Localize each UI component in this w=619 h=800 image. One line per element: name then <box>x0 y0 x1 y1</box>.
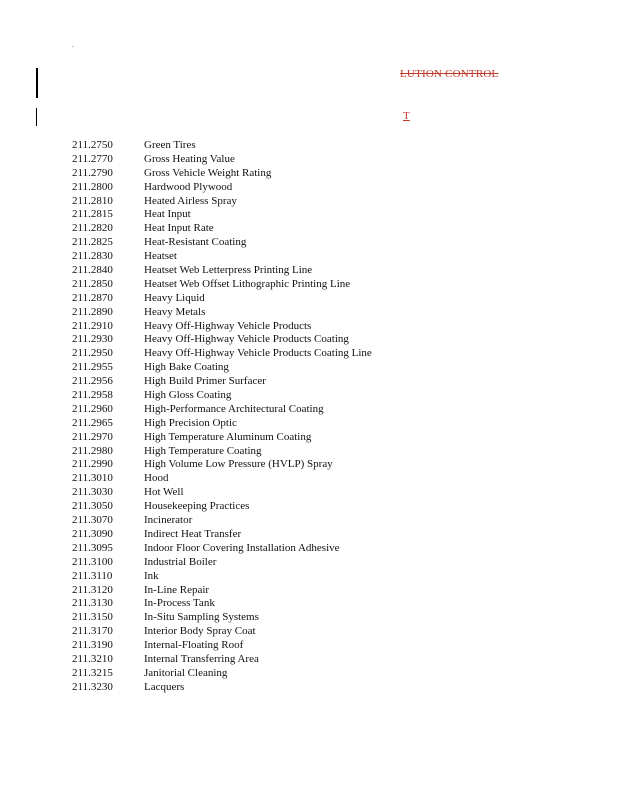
section-number: 211.2790 <box>72 166 113 179</box>
defined-term: Heavy Metals <box>144 305 206 318</box>
defined-term: Internal-Floating Roof <box>144 639 244 652</box>
defined-term: Ink <box>144 569 159 582</box>
list-item <box>72 556 372 570</box>
section-number: 211.2956 <box>72 375 113 388</box>
list-item <box>72 625 372 639</box>
list-item <box>72 181 372 195</box>
defined-term: Indoor Floor Covering Installation Adhesive <box>144 541 340 554</box>
defined-term: Gross Vehicle Weight Rating <box>144 166 272 179</box>
section-number: 211.2750 <box>72 139 113 151</box>
section-number: 211.2825 <box>72 236 113 249</box>
list-item <box>72 653 372 667</box>
list-item <box>72 389 372 403</box>
defined-term: High Build Primer Surfacer <box>144 375 266 388</box>
defined-term: Incinerator <box>144 514 193 527</box>
section-number: 211.2770 <box>72 152 113 165</box>
section-number: 211.3130 <box>72 597 113 610</box>
defined-term: Heat Input Rate <box>144 222 214 235</box>
list-item <box>72 445 372 459</box>
list-item <box>72 611 372 625</box>
section-number: 211.2850 <box>72 277 113 290</box>
list-item <box>72 667 372 681</box>
section-number: 211.3010 <box>72 472 113 485</box>
list-item <box>72 222 372 236</box>
section-number: 211.2910 <box>72 319 113 332</box>
defined-term: High Volume Low Pressure (HVLP) Spray <box>144 458 333 471</box>
defined-term: Gross Heating Value <box>144 152 235 165</box>
defined-term: Janitorial Cleaning <box>144 666 228 679</box>
list-item <box>72 153 372 167</box>
section-number: 211.2830 <box>72 250 113 263</box>
section-number: 211.3090 <box>72 527 113 540</box>
section-number: 211.2958 <box>72 389 113 402</box>
defined-term: Industrial Boiler <box>144 555 217 568</box>
list-item <box>72 431 372 445</box>
defined-term: In-Process Tank <box>144 597 215 610</box>
section-number: 211.3100 <box>72 555 113 568</box>
section-number: 211.3095 <box>72 541 113 554</box>
header-inserted-text: T <box>403 110 410 122</box>
section-number: 211.3110 <box>72 569 113 582</box>
section-number: 211.2815 <box>72 208 113 221</box>
definitions-list <box>72 139 372 695</box>
defined-term: Heavy Off-Highway Vehicle Products Coating <box>144 333 349 346</box>
list-item <box>72 597 372 611</box>
defined-term: Heavy Off-Highway Vehicle Products Coating Line <box>144 347 372 360</box>
section-number: 211.3230 <box>72 680 113 693</box>
section-number: 211.2800 <box>72 180 113 193</box>
list-item <box>72 584 372 598</box>
list-item <box>72 528 372 542</box>
defined-term: High Bake Coating <box>144 361 229 374</box>
defined-term: Heatset Web Offset Lithographic Printing Line <box>144 277 351 290</box>
list-item <box>72 458 372 472</box>
section-number: 211.2930 <box>72 333 113 346</box>
section-number: 211.2820 <box>72 222 113 235</box>
list-item <box>72 681 372 695</box>
defined-term: Heat Input <box>144 208 191 221</box>
section-number: 211.2990 <box>72 458 113 471</box>
revision-bar <box>36 108 37 126</box>
section-number: 211.2970 <box>72 430 113 443</box>
list-item <box>72 208 372 222</box>
defined-term: High-Performance Architectural Coating <box>144 402 324 415</box>
defined-term: Housekeeping Practices <box>144 500 250 513</box>
list-item <box>72 167 372 181</box>
list-item <box>72 278 372 292</box>
defined-term: In-Situ Sampling Systems <box>144 611 259 624</box>
defined-term: Heat-Resistant Coating <box>144 236 247 249</box>
defined-term: High Temperature Coating <box>144 444 262 457</box>
section-number: 211.2890 <box>72 305 113 318</box>
list-item <box>72 361 372 375</box>
defined-term: Internal Transferring Area <box>144 652 259 665</box>
header-deleted-text: LUTION CONTROL <box>400 68 499 80</box>
section-number: 211.2960 <box>72 402 113 415</box>
list-item <box>72 500 372 514</box>
list-item <box>72 264 372 278</box>
list-item <box>72 514 372 528</box>
defined-term: Heated Airless Spray <box>144 194 237 207</box>
defined-term: Indirect Heat Transfer <box>144 527 242 540</box>
defined-term: High Temperature Aluminum Coating <box>144 430 312 443</box>
list-item <box>72 139 372 153</box>
list-item <box>72 292 372 306</box>
list-item <box>72 375 372 389</box>
section-number: 211.3070 <box>72 514 113 527</box>
section-number: 211.2870 <box>72 291 113 304</box>
defined-term: Green Tires <box>144 139 196 151</box>
defined-term: Heatset <box>144 250 177 263</box>
defined-term: High Precision Optic <box>144 416 237 429</box>
page-mark: . <box>72 40 74 49</box>
list-item <box>72 417 372 431</box>
section-number: 211.2810 <box>72 194 113 207</box>
list-item <box>72 542 372 556</box>
section-number: 211.2840 <box>72 264 113 277</box>
defined-term: In-Line Repair <box>144 583 210 596</box>
section-number: 211.2965 <box>72 416 113 429</box>
section-number: 211.3030 <box>72 486 113 499</box>
defined-term: High Gloss Coating <box>144 389 232 402</box>
revision-bar <box>36 68 38 98</box>
list-item <box>72 570 372 584</box>
section-number: 211.3170 <box>72 625 113 638</box>
defined-term: Hardwood Plywood <box>144 180 233 193</box>
section-number: 211.3120 <box>72 583 113 596</box>
defined-term: Interior Body Spray Coat <box>144 625 256 638</box>
list-item <box>72 639 372 653</box>
list-item <box>72 320 372 334</box>
list-item <box>72 333 372 347</box>
list-item <box>72 250 372 264</box>
section-number: 211.3210 <box>72 652 113 665</box>
list-item <box>72 195 372 209</box>
list-item <box>72 472 372 486</box>
section-number: 211.2950 <box>72 347 113 360</box>
section-number: 211.3190 <box>72 639 113 652</box>
list-item <box>72 403 372 417</box>
defined-term: Heavy Liquid <box>144 291 205 304</box>
list-item <box>72 486 372 500</box>
defined-term: Heavy Off-Highway Vehicle Products <box>144 319 312 332</box>
section-number: 211.3150 <box>72 611 113 624</box>
list-item <box>72 306 372 320</box>
list-item <box>72 347 372 361</box>
list-item <box>72 236 372 250</box>
defined-term: Heatset Web Letterpress Printing Line <box>144 264 313 277</box>
section-number: 211.3050 <box>72 500 113 513</box>
defined-term: Hood <box>144 472 169 485</box>
section-number: 211.3215 <box>72 666 113 679</box>
section-number: 211.2955 <box>72 361 113 374</box>
section-number: 211.2980 <box>72 444 113 457</box>
defined-term: Hot Well <box>144 486 184 499</box>
defined-term: Lacquers <box>144 680 185 693</box>
